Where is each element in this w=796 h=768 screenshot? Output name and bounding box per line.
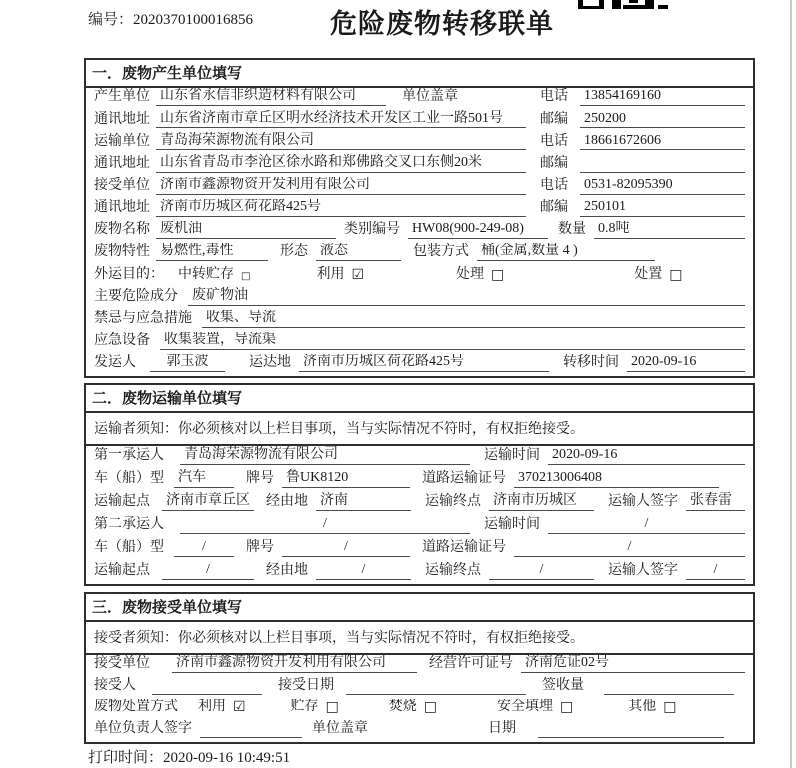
destination-label: 运达地 (249, 355, 291, 371)
option-utilize: 利用 (198, 699, 226, 715)
plate-label: 牌号 (246, 471, 274, 487)
row-vehicle-1 (86, 469, 753, 492)
signed-quantity-value (604, 678, 734, 695)
traits-label: 废物特性 (94, 244, 150, 260)
row-waste-name (86, 221, 753, 243)
row-responsible-signature (86, 720, 753, 742)
producer-label: 产生单位 (94, 89, 150, 105)
address-value: 山东省青岛市李沧区徐水路和郑佛路交叉口东侧20米 (156, 155, 526, 173)
road-permit-value: 370213006408 (514, 470, 719, 488)
print-time (88, 746, 290, 767)
origin-label: 运输起点 (94, 494, 150, 510)
address-label: 通讯地址 (94, 155, 150, 171)
origin-value: / (162, 562, 254, 580)
row-receiver (86, 177, 753, 199)
waste-name-value: 废机油 (156, 221, 336, 239)
print-time-value: 2020-09-16 10:49:51 (163, 750, 291, 766)
responsible-signature-label: 单位负责人签字 (94, 721, 192, 737)
serial-label: 编号： (88, 12, 134, 28)
section2-title: 二．废物运输单位填写 (86, 385, 753, 413)
receive-date-label: 接受日期 (278, 677, 334, 693)
carrier-signature-label: 运输人签字 (608, 563, 678, 579)
page-title: 危险废物转移联单 (330, 9, 554, 39)
form-state-label: 形态 (280, 244, 308, 260)
address-value: 山东省济南市章丘区明水经济技术开发区工业一路501号 (156, 111, 526, 129)
quantity-value: 0.8吨 (594, 221, 745, 239)
road-permit-label: 道路运输证号 (422, 540, 506, 556)
phone-value: 18661672606 (580, 133, 745, 151)
phone-label: 电话 (540, 133, 568, 149)
row-first-carrier (86, 446, 753, 469)
section-receiver (84, 592, 755, 744)
option-incinerate: 焚烧 (388, 699, 417, 715)
license-value: 济南危证02号 (521, 655, 745, 673)
disposal-method-label: 废物处置方式 (94, 699, 178, 715)
checkbox-other: □ (663, 699, 677, 716)
carrier-signature-value: 张春雷 (686, 493, 745, 511)
serial-number (88, 8, 253, 29)
option-store: 贮存 (290, 699, 319, 715)
checkbox-store: □ (325, 699, 339, 716)
purpose-label: 外运目的： (94, 266, 164, 282)
origin-label: 运输起点 (94, 563, 150, 579)
destination-value: 济南市历城区荷花路425号 (299, 354, 549, 372)
plate-value: 鲁UK8120 (282, 470, 410, 488)
terminus-value: 济南市历城区 (489, 493, 594, 511)
receive-date-value (346, 678, 526, 695)
carrier-signature-value: / (686, 562, 745, 580)
quantity-label: 数量 (558, 222, 586, 238)
section1-title: 一．废物产生单位填写 (86, 60, 753, 88)
checkbox-utilize: ☑ (351, 266, 365, 283)
category-code-label: 类别编号 (344, 222, 400, 238)
row-emergency-equipment (86, 332, 753, 354)
date-label: 日期 (488, 721, 516, 737)
via-label: 经由地 (266, 494, 308, 510)
checkbox-treat: □ (491, 266, 505, 283)
road-permit-value: / (514, 539, 745, 557)
traits-value: 易燃性,毒性 (156, 243, 268, 261)
waste-name-label: 废物名称 (94, 222, 150, 238)
option-landfill: 安全填埋 (497, 699, 554, 715)
section3-title: 三．废物接受单位填写 (86, 594, 753, 622)
hazard-label: 主要危险成分 (94, 288, 178, 304)
second-carrier-label: 第二承运人 (94, 517, 164, 533)
unit-seal-label: 单位盖章 (402, 89, 458, 105)
transport-time-value: / (548, 516, 745, 534)
row-producer (86, 88, 753, 110)
vehicle-type-label: 车（船）型 (94, 540, 164, 556)
responsible-signature-value (200, 721, 302, 738)
row-disposal-method (86, 699, 753, 721)
row-receiver-address (86, 199, 753, 221)
emergency-measures-label: 禁忌与应急措施 (94, 310, 192, 326)
row-producer-address (86, 110, 753, 132)
checkbox-incinerate: □ (423, 699, 438, 716)
section-transporter (84, 383, 755, 586)
zip-value: 250101 (580, 199, 745, 217)
packaging-value: 桶(金属,数量 4 ) (477, 243, 655, 261)
emergency-equipment-value: 收集装置，导流渠 (160, 332, 745, 350)
road-permit-label: 道路运输证号 (422, 471, 506, 487)
hazard-value: 废矿物油 (188, 288, 745, 306)
address-label: 通讯地址 (94, 111, 150, 127)
transport-time-value: 2020-09-16 (548, 447, 745, 465)
producer-value: 山东省永信非织造材料有限公司 (156, 88, 386, 106)
page-edge-divider (790, 0, 792, 768)
vehicle-type-label: 车（船）型 (94, 471, 164, 487)
row-transporter (86, 132, 753, 154)
second-carrier-value: / (180, 516, 470, 534)
receiver-person-value (152, 678, 262, 695)
emergency-equipment-label: 应急设备 (94, 333, 150, 349)
transport-time-label: 运输时间 (484, 448, 540, 464)
qr-code-fragment-icon (572, 0, 672, 9)
checkbox-dispose: □ (669, 266, 683, 283)
shipper-label: 发运人 (94, 355, 136, 371)
checkbox-utilize: ☑ (233, 699, 246, 716)
plate-label: 牌号 (246, 540, 274, 556)
first-carrier-label: 第一承运人 (94, 448, 164, 464)
emergency-measures-value: 收集、导流 (202, 310, 745, 328)
option-treat: 处理 (456, 266, 485, 282)
signed-quantity-label: 签收量 (542, 677, 584, 693)
phone-value: 0531-82095390 (580, 177, 745, 195)
shipper-value: 郭玉波 (150, 354, 225, 372)
receiver-person-label: 接受人 (94, 677, 136, 693)
license-label: 经营许可证号 (429, 655, 513, 671)
vehicle-type-value: / (174, 539, 234, 557)
section-producer (84, 58, 755, 378)
terminus-value: / (489, 562, 594, 580)
serial-value: 2020370100016856 (133, 12, 254, 28)
option-other: 其他 (628, 699, 657, 715)
zip-label: 邮编 (540, 200, 568, 216)
checkbox-transit-storage: □ (241, 271, 251, 283)
row-emergency-measures (86, 310, 753, 332)
row-hazard-components (86, 287, 753, 309)
origin-value: 济南市章丘区 (162, 493, 254, 511)
transport-time-label: 运输时间 (484, 517, 540, 533)
row-shipper (86, 354, 753, 376)
receiver-label: 接受单位 (94, 177, 150, 193)
via-value: 济南 (316, 493, 411, 511)
transfer-time-label: 转移时间 (563, 355, 619, 371)
row-vehicle-2 (86, 538, 753, 561)
zip-value (580, 156, 745, 173)
transporter-notice: 运输者须知：你必须核对以上栏目事项，当与实际情况不符时，有权拒绝接受。 (86, 413, 753, 446)
row-route-1 (86, 492, 753, 515)
print-time-label: 打印时间： (88, 750, 164, 766)
packaging-label: 包装方式 (413, 244, 469, 260)
receiver-notice: 接受者须知：你必须核对以上栏目事项，当与实际情况不符时，有权拒绝接受。 (86, 622, 753, 655)
checkbox-landfill: □ (560, 699, 574, 716)
phone-value: 13854169160 (580, 88, 745, 106)
phone-label: 电话 (540, 177, 568, 193)
phone-label: 电话 (540, 89, 568, 105)
row-transfer-purpose (86, 265, 753, 287)
transfer-time-value: 2020-09-16 (627, 354, 745, 372)
row-transporter-address (86, 154, 753, 176)
plate-value: / (282, 539, 410, 557)
receiving-unit-label: 接受单位 (94, 655, 150, 671)
receiver-value: 济南市鑫源物资开发利用有限公司 (156, 177, 526, 195)
address-value: 济南市历城区荷花路425号 (156, 199, 526, 217)
zip-value: 250200 (580, 111, 745, 129)
date-value (538, 721, 724, 738)
row-second-carrier (86, 515, 753, 538)
via-label: 经由地 (266, 563, 308, 579)
form-state-value: 液态 (316, 243, 401, 261)
first-carrier-value: 青岛海荣源物流有限公司 (180, 447, 470, 465)
category-code-value: HW08(900-249-08) (408, 221, 548, 239)
zip-label: 邮编 (540, 111, 568, 127)
row-receiving-unit (86, 655, 753, 677)
terminus-label: 运输终点 (425, 494, 481, 510)
unit-seal-label: 单位盖章 (312, 721, 368, 737)
option-transit-storage: 中转贮存 (178, 266, 234, 282)
row-waste-traits (86, 243, 753, 265)
carrier-signature-label: 运输人签字 (608, 494, 678, 510)
via-value: / (316, 562, 411, 580)
option-utilize: 利用 (316, 266, 345, 282)
receiving-unit-value: 济南市鑫源物资开发利用有限公司 (172, 655, 417, 673)
terminus-label: 运输终点 (425, 563, 481, 579)
option-dispose: 处置 (634, 266, 663, 282)
transporter-value: 青岛海荣源物流有限公司 (156, 133, 526, 151)
row-route-2 (86, 561, 753, 584)
address-label: 通讯地址 (94, 200, 150, 216)
zip-label: 邮编 (540, 155, 568, 171)
row-receiving-person (86, 677, 753, 699)
transporter-label: 运输单位 (94, 133, 150, 149)
vehicle-type-value: 汽车 (174, 470, 234, 488)
